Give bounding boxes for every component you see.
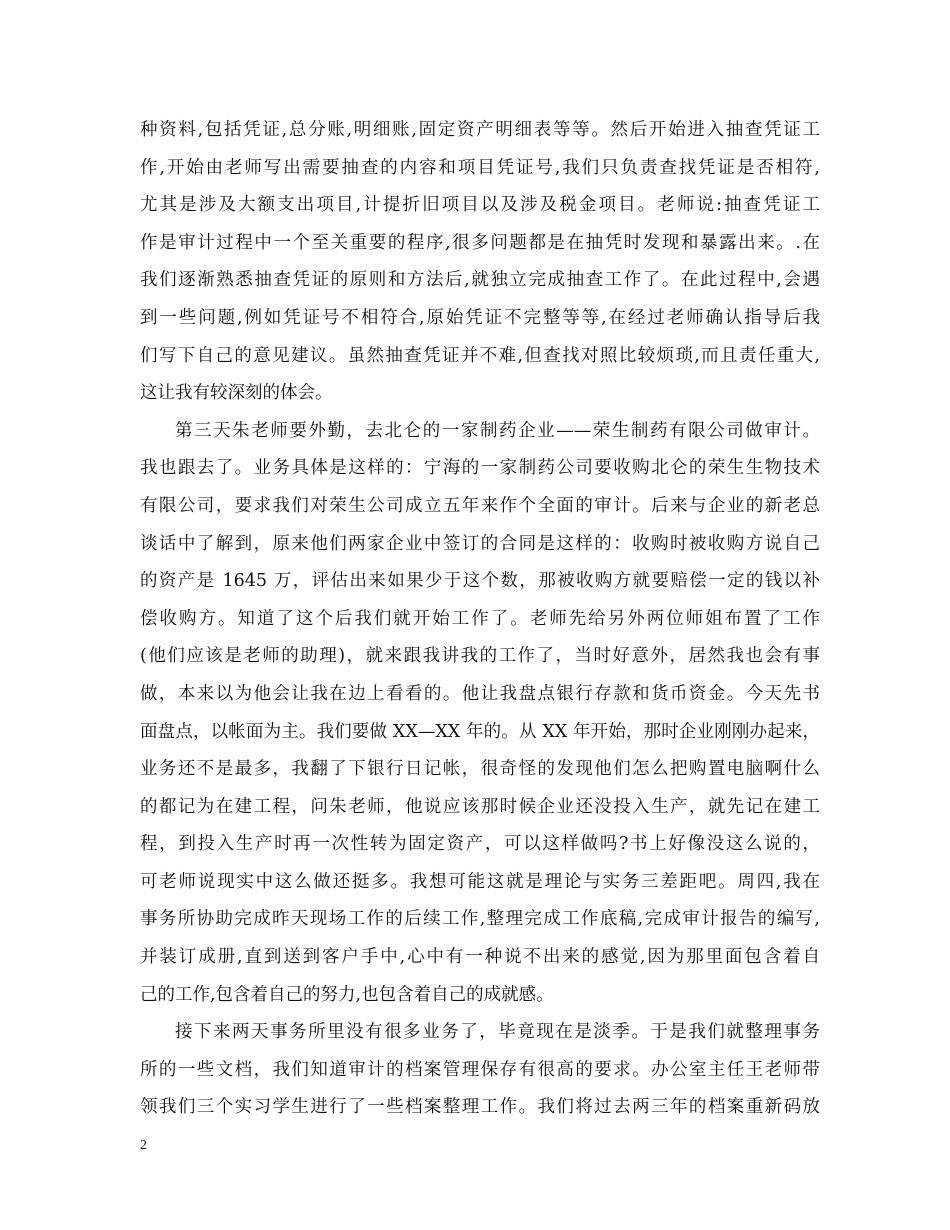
text-line: 我也跟去了。业务具体是这样的：宁海的一家制药公司要收购北仑的荣生生物技术 [140, 458, 820, 479]
text-line: 的资产是 1645 万，评估出来如果少于这个数，那被收购方就要赔偿一定的钱以补 [140, 571, 820, 592]
text-line: (他们应该是老师的助理)，就来跟我讲我的工作了，当时好意外，居然我也会有事 [140, 646, 820, 667]
text-line: 们写下自己的意见建议。虽然抽查凭证并不难,但查找对照比较烦琐,而且责任重大, [140, 345, 820, 366]
text-line: 领我们三个实习学生进行了一些档案整理工作。我们将过去两三年的档案重新码放 [140, 1097, 820, 1118]
text-line: 面盘点，以帐面为主。我们要做 XX—XX 年的。从 XX 年开始，那时企业刚刚办起来， [140, 721, 820, 742]
text-line: 所的一些文档，我们知道审计的档案管理保存有很高的要求。办公室主任王老师带 [140, 1059, 820, 1080]
text-line: 谈话中了解到，原来他们两家企业中签订的合同是这样的：收购时被收购方说自己 [140, 533, 820, 554]
text-line: 业务还不是最多，我翻了下银行日记帐，很奇怪的发现他们怎么把购置电脑啊什么 [140, 759, 820, 780]
text-line: 己的工作,包含着自己的努力,也包含着自己的成就感。 [140, 984, 554, 1005]
body-text [140, 112, 820, 1127]
text-line: 并装订成册,直到送到客户手中,心中有一种说不出来的感觉,因为那里面包含着自 [140, 947, 820, 968]
text-line: 我们逐渐熟悉抽查凭证的原则和方法后,就独立完成抽查工作了。在此过程中,会遇 [140, 270, 820, 291]
text-line: 的都记为在建工程，问朱老师，他说应该那时候企业还没投入生产，就先记在建工 [140, 796, 820, 817]
text-line: 尤其是涉及大额支出项目,计提折旧项目以及涉及税金项目。老师说:抽查凭证工 [140, 195, 820, 216]
text-line: 可老师说现实中这么做还挺多。我想可能这就是理论与实务三差距吧。周四,我在 [140, 871, 820, 892]
text-line: 偿收购方。知道了这个后我们就开始工作了。老师先给另外两位师姐布置了工作 [140, 608, 820, 629]
text-line: 作是审计过程中一个至关重要的程序,很多问题都是在抽凭时发现和暴露出来。.在 [140, 232, 820, 253]
text-line: 事务所协助完成昨天现场工作的后续工作,整理完成工作底稿,完成审计报告的编写, [140, 909, 820, 930]
page-number: 2 [140, 1138, 147, 1153]
text-line: 程，到投入生产时再一次性转为固定资产，可以这样做吗?书上好像没这么说的， [140, 834, 820, 855]
text-line: 接下来两天事务所里没有很多业务了，毕竟现在是淡季。于是我们就整理事务 [175, 1022, 820, 1043]
text-line: 种资料,包括凭证,总分账,明细账,固定资产明细表等等。然后开始进入抽查凭证工 [140, 120, 820, 140]
text-line: 作,开始由老师写出需要抽查的内容和项目凭证号,我们只负责查找凭证是否相符, [140, 157, 820, 178]
text-line: 这让我有较深刻的体会。 [140, 383, 333, 404]
text-line: 到一些问题,例如凭证号不相符合,原始凭证不完整等等,在经过老师确认指导后我 [140, 307, 820, 328]
text-line: 第三天朱老师要外勤，去北仑的一家制药企业——荣生制药有限公司做审计。 [175, 420, 820, 441]
text-line: 做，本来以为他会让我在边上看看的。他让我盘点银行存款和货币资金。今天先书 [140, 683, 820, 704]
text-line: 有限公司，要求我们对荣生公司成立五年来作个全面的审计。后来与企业的新老总 [140, 495, 820, 516]
